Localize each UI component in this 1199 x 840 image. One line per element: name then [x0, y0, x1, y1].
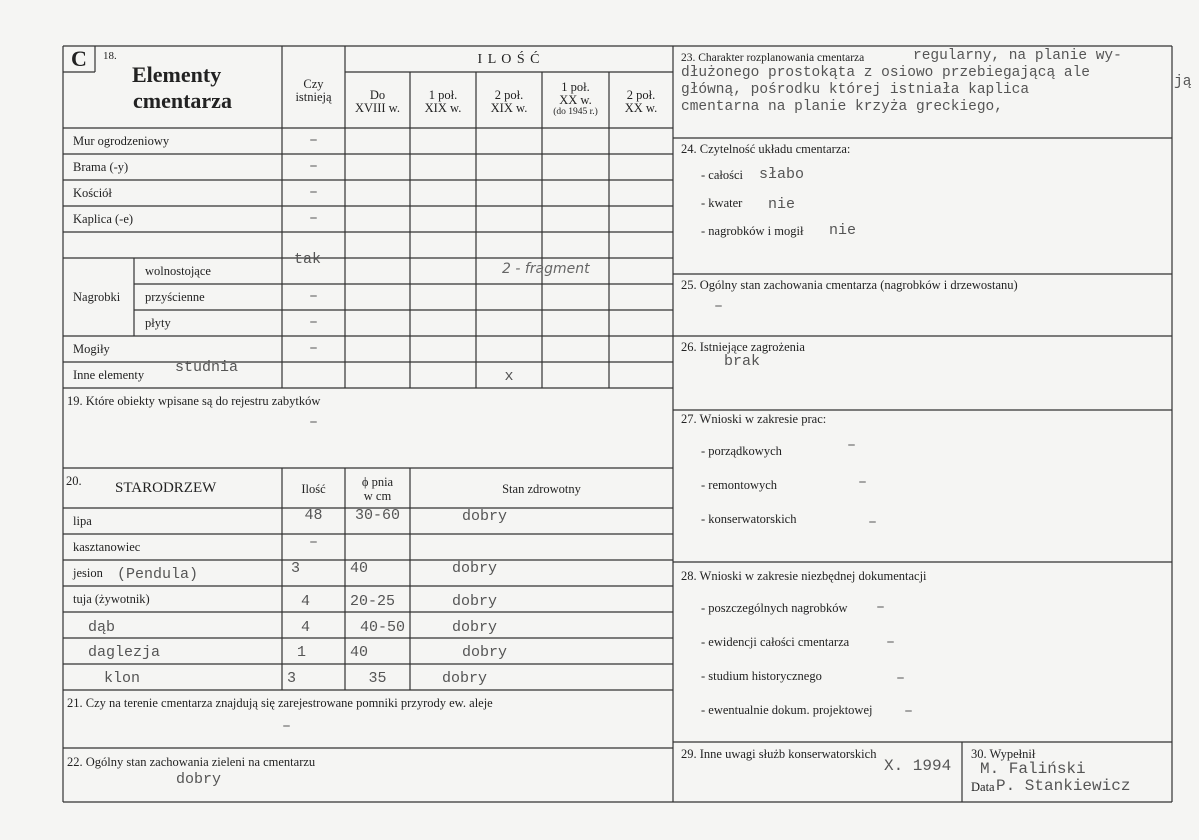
period-1-l1: Do [369, 88, 386, 102]
q21-answer: – [281, 718, 291, 735]
q24-item-nagrobkow: - nagrobków i mogił [701, 224, 804, 238]
row-label-mur: Mur ogrodzeniowy [73, 134, 170, 148]
tree-health-daglezja: dobry [462, 644, 508, 661]
nagrobki-wolnostojace-value: 2 - fragment [502, 261, 590, 277]
tree-name-klon: klon [104, 670, 141, 687]
tree-health-lipa: dobry [462, 508, 508, 525]
nagrobki-wolnostojace: wolnostojące [145, 264, 211, 278]
q28-value-nagrobkow: – [876, 599, 886, 616]
row-exists-kaplica: – [308, 210, 318, 227]
tree-name-dab: dąb [88, 619, 116, 636]
q29-label: 29. Inne uwagi służb konserwatorskich [681, 747, 877, 761]
q28-item-projektowej: - ewentualnie dokum. projektowej [701, 703, 873, 717]
tree-name-jesion: jesion [73, 566, 103, 580]
col-exists-1: Czy [303, 77, 324, 91]
q23-line1: regularny, na planie wy- [913, 48, 1122, 64]
period-4-l2: XX w. [559, 93, 592, 107]
q28-item-studium: - studium historycznego [701, 669, 822, 683]
tree-diam-klon: 35 [368, 670, 387, 687]
q27-value-konserwatorskich: – [868, 514, 878, 531]
nagrobki-przyscienne-exists: – [308, 288, 318, 305]
period-4-l3: (do 1945 r.) [553, 107, 598, 117]
q20-col-diam1: ϕ pnia [361, 475, 394, 489]
nagrobki-wolnostojace-exists: tak [293, 251, 321, 268]
tree-name-tuja: tuja (żywotnik) [73, 592, 150, 606]
q24-label: 24. Czytelność układu cmentarza: [681, 142, 851, 156]
period-2-l2: XIX w. [424, 101, 462, 115]
q28-item-nagrobkow: - poszczególnych nagrobków [701, 601, 848, 615]
q28-value-studium: – [896, 670, 906, 687]
section-number: 18. [103, 50, 117, 62]
tree-name-lipa: lipa [73, 514, 92, 528]
q24-item-kwater: - kwater [701, 196, 743, 210]
q23-line2-overflow: ją [1174, 74, 1192, 90]
tree-diam-tuja: 20-25 [350, 593, 396, 610]
tree-count-kasztanowiec: – [308, 534, 318, 551]
q29-date: X. 1994 [884, 757, 952, 775]
q27-value-remontowych: – [858, 474, 868, 491]
nagrobki-przyscienne: przyścienne [145, 290, 205, 304]
q20-col-count: Ilość [301, 482, 326, 496]
tree-count-dab: 4 [300, 619, 310, 636]
q28-value-ewidencji: – [886, 634, 896, 651]
q27-item-remontowych: - remontowych [701, 478, 778, 492]
q28-item-ewidencji: - ewidencji całości cmentarza [701, 635, 850, 649]
period-3-l2: XIX w. [490, 101, 528, 115]
row-label-kaplica: Kaplica (-e) [73, 212, 134, 226]
q23-line2: dłużonego prostokąta z osiowo przebiegającą ale [681, 65, 1090, 81]
row-label-brama: Brama (-y) [73, 160, 129, 174]
section-title-2: cmentarza [133, 88, 232, 113]
q20-number: 20. [66, 474, 82, 488]
q27-item-konserwatorskich: - konserwatorskich [701, 512, 797, 526]
period-5-l2: XX w. [624, 101, 658, 115]
tree-diam-jesion: 40 [350, 560, 369, 577]
q23-line4: cmentarna na planie krzyża greckiego, [681, 99, 1003, 115]
q20-col-health: Stan zdrowotny [502, 482, 581, 496]
q24-value-kwater: nie [768, 196, 796, 213]
tree-health-jesion: dobry [452, 560, 498, 577]
tree-count-klon: 3 [286, 670, 296, 687]
inne-label: Inne elementy [73, 368, 145, 382]
tree-name-daglezja: daglezja [88, 644, 161, 661]
tree-count-jesion: 3 [290, 560, 300, 577]
period-1-l2: XVIII w. [354, 101, 400, 115]
tree-diam-daglezja: 40 [350, 644, 369, 661]
q20-col-diam2: w cm [363, 489, 392, 503]
section-title-1: Elementy [132, 62, 222, 87]
q27-value-porzadkowych: – [847, 437, 857, 454]
tree-count-daglezja: 1 [296, 644, 306, 661]
tree-name-kasztanowiec: kasztanowiec [73, 540, 141, 554]
tree-health-klon: dobry [442, 670, 488, 687]
q30-label: 30. Wypełnił [971, 747, 1036, 761]
q24-value-calosci: słabo [759, 166, 805, 183]
q28-value-projektowej: – [904, 703, 914, 720]
tree-health-tuja: dobry [452, 593, 498, 610]
nagrobki-plyty: płyty [145, 316, 171, 330]
col-exists-2: istnieją [295, 90, 332, 104]
q25-answer: – [714, 298, 724, 315]
period-5-l1: 2 poł. [626, 88, 656, 102]
ilosc-header: I L O Ś Ć [477, 52, 541, 67]
nagrobki-label: Nagrobki [73, 290, 121, 304]
q27-label: 27. Wnioski w zakresie prac: [681, 412, 827, 426]
row-exists-kosciol: – [308, 184, 318, 201]
tree-health-dab: dobry [452, 619, 498, 636]
inne-value: studnia [175, 359, 239, 376]
tree-diam-dab: 40-50 [360, 619, 406, 636]
nagrobki-plyty-exists: – [308, 314, 318, 331]
q22-label: 22. Ogólny stan zachowania zieleni na cmentarzu [67, 755, 316, 769]
period-3-l1: 2 poł. [494, 88, 524, 102]
q23-line3: główną, pośrodku której istniała kaplica [681, 82, 1030, 98]
q30-date-label: Data [971, 780, 995, 794]
q24-value-nagrobkow: nie [829, 222, 857, 239]
q21-label: 21. Czy na terenie cmentarza znajdują się zarejestrowane pomniki przyrody ew. aleje [67, 696, 493, 710]
period-2-l1: 1 poł. [428, 88, 458, 102]
q19-answer: – [308, 414, 318, 431]
q26-label: 26. Istniejące zagrożenia [681, 340, 805, 354]
section-letter: C [71, 46, 87, 71]
row-exists-mur: – [308, 132, 318, 149]
row-exists-brama: – [308, 158, 318, 175]
q30-filled-by: M. Faliński [980, 760, 1086, 778]
q26-answer: brak [724, 353, 761, 370]
q28-label: 28. Wnioski w zakresie niezbędnej dokumentacji [681, 569, 927, 583]
mogily-exists: – [308, 340, 318, 357]
q30-date-value: P. Stankiewicz [996, 777, 1131, 795]
q24-item-calosci: - całości [701, 168, 743, 182]
q25-label: 25. Ogólny stan zachowania cmentarza (nagrobków i drzewostanu) [681, 278, 1018, 292]
q23-label: 23. Charakter rozplanowania cmentarza [681, 52, 865, 64]
row-label-kosciol: Kościół [73, 186, 112, 200]
mogily-label: Mogiły [73, 342, 110, 356]
inne-mark: x [504, 368, 514, 385]
q20-title: STARODRZEW [115, 480, 217, 496]
q22-answer: dobry [176, 771, 222, 788]
q19-label: 19. Które obiekty wpisane są do rejestru zabytków [67, 394, 321, 408]
tree-note-jesion: (Pendula) [117, 566, 199, 583]
q27-item-porzadkowych: - porządkowych [701, 444, 782, 458]
tree-diam-lipa: 30-60 [354, 507, 400, 524]
tree-count-tuja: 4 [300, 593, 310, 610]
period-4-l1: 1 poł. [561, 80, 590, 94]
tree-count-lipa: 48 [304, 507, 323, 524]
